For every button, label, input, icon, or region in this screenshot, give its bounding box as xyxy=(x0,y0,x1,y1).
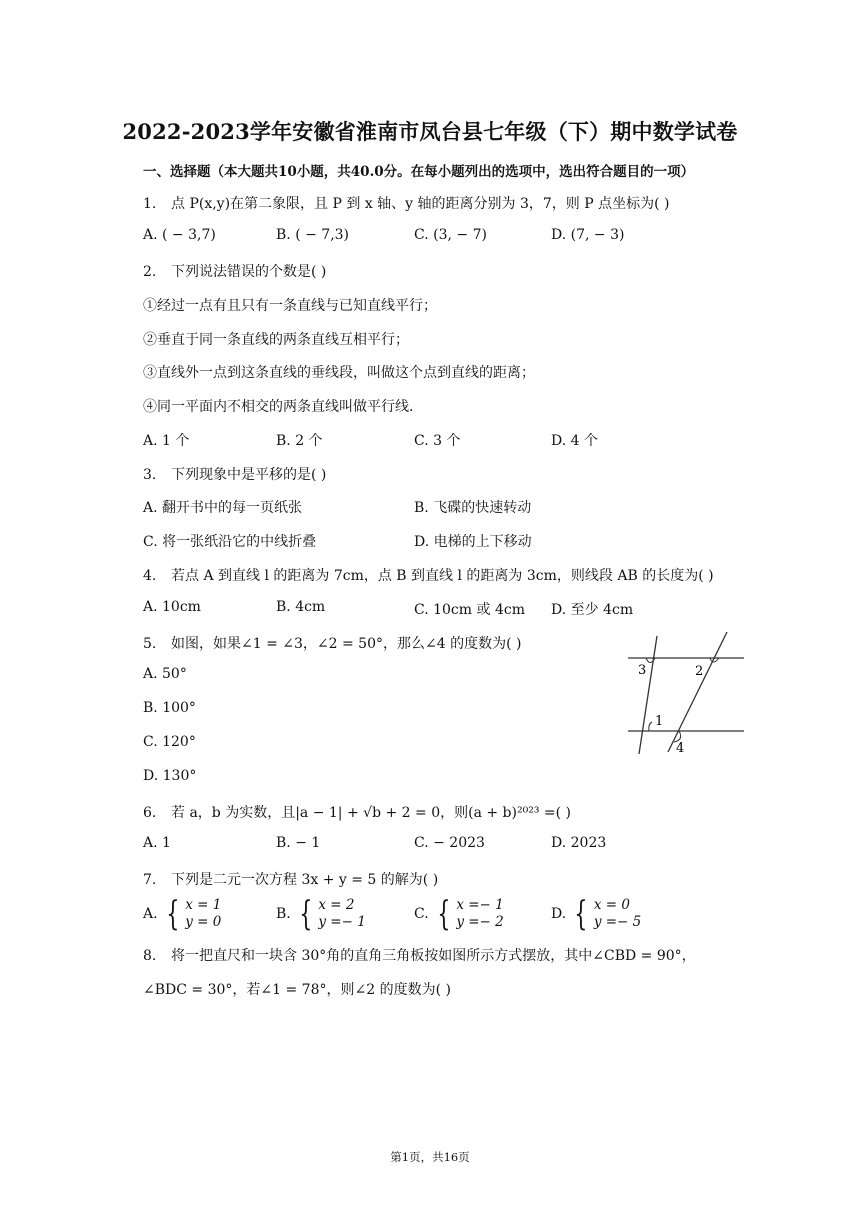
question-text: 下列现象中是平移的是( ) xyxy=(171,467,327,483)
option-d: D. 电梯的上下移动 xyxy=(414,534,532,550)
option-b-system xyxy=(276,894,366,934)
option-label: B. xyxy=(276,906,291,922)
question-5 xyxy=(143,633,521,653)
option-a: A. 10cm xyxy=(143,599,201,615)
option-b: B. ( − 7,3) xyxy=(276,227,350,243)
page-footer: 第1页，共16页 xyxy=(390,1150,470,1164)
statement-4: ④同一平面内不相交的两条直线叫做平行线. xyxy=(143,399,414,415)
angle-label-2: 2 xyxy=(695,664,704,679)
option-label: C. xyxy=(414,906,429,922)
option-b: B. 100° xyxy=(143,700,196,716)
question-2 xyxy=(143,261,326,281)
question-8-continued: ∠BDC = 30°，若∠1 = 78°，则∠2 的度数为( ) xyxy=(143,982,451,998)
equation-row: x =− 1 xyxy=(456,897,504,913)
option-d: D. 至少 4cm xyxy=(551,602,634,618)
question-text: 下列说法错误的个数是( ) xyxy=(171,264,327,280)
option-c-system xyxy=(414,894,504,934)
question-number: 2. xyxy=(143,264,157,280)
statement-3: ③直线外一点到这条直线的垂线段，叫做这个点到直线的距离； xyxy=(143,365,535,381)
left-transversal xyxy=(639,636,657,754)
option-b: B. 4cm xyxy=(276,599,326,615)
brace: { xyxy=(165,894,179,934)
equation-row: y = 0 xyxy=(185,914,222,930)
option-b: B. 2 个 xyxy=(276,433,323,449)
question-text: 下列是二元一次方程 3x + y = 5 的解为( ) xyxy=(171,872,439,888)
question-number: 3. xyxy=(143,467,157,483)
option-d: D. (7, − 3) xyxy=(551,227,625,243)
section-heading: 一、选择题（本大题共10小题，共40.0分。在每小题列出的选项中，选出符合题目的一项） xyxy=(143,164,695,180)
statement-2: ②垂直于同一条直线的两条直线互相平行； xyxy=(143,332,409,348)
brace: { xyxy=(437,894,450,934)
option-label: D. xyxy=(551,906,567,922)
option-c: C. 10cm 或 4cm xyxy=(414,602,525,618)
question-7 xyxy=(143,869,438,889)
option-c: C. − 2023 xyxy=(414,835,485,851)
page-title: 2022-2023学年安徽省淮南市凤台县七年级（下）期中数学试卷 xyxy=(122,119,738,144)
question-number: 1. xyxy=(143,196,157,212)
option-b: B. 飞碟的快速转动 xyxy=(414,500,532,516)
brace: { xyxy=(574,894,588,934)
angle-label-4: 4 xyxy=(676,741,685,756)
question-text: 若 a，b 为实数，且|a − 1| + √b + 2 = 0，则(a + b)²⁰²³ =( ) xyxy=(171,805,571,821)
equation-row: x = 2 xyxy=(318,897,355,913)
option-a: A. 翻开书中的每一页纸张 xyxy=(143,500,303,516)
equation-row: y =− 2 xyxy=(456,914,504,930)
option-a: A. 1 个 xyxy=(143,433,190,449)
question-number: 8. xyxy=(143,948,157,964)
statement-1: ①经过一点有且只有一条直线与已知直线平行； xyxy=(143,298,437,314)
option-a: A. 50° xyxy=(143,666,187,682)
question-number: 7. xyxy=(143,872,157,888)
option-c: C. 120° xyxy=(143,734,196,750)
equation-row: x = 0 xyxy=(593,897,630,913)
question-3 xyxy=(143,464,326,484)
option-d: D. 2023 xyxy=(551,835,607,851)
question-number: 6. xyxy=(143,805,157,821)
question-text: 点 P(x,y)在第二象限，且 P 到 x 轴、y 轴的距离分别为 3，7，则 P 点坐标为( ) xyxy=(171,196,670,212)
question-6 xyxy=(143,802,571,822)
question-text: 将一把直尺和一块含 30°角的直角三角板按如图所示方式摆放，其中∠CBD = 90°， xyxy=(171,948,696,964)
question-1 xyxy=(143,193,669,213)
option-c: C. 3 个 xyxy=(414,433,461,449)
question-text: 如图，如果∠1 = ∠3，∠2 = 50°，那么∠4 的度数为( ) xyxy=(171,636,522,652)
option-d-system xyxy=(551,894,642,934)
right-transversal xyxy=(668,632,727,752)
question-8 xyxy=(143,945,696,965)
question-number: 5. xyxy=(143,636,157,652)
option-label: A. xyxy=(143,906,158,922)
option-a-system xyxy=(143,894,222,934)
option-d: D. 130° xyxy=(143,768,197,784)
option-d: D. 4 个 xyxy=(551,433,598,449)
parallel-lines-figure xyxy=(624,628,750,760)
equation-row: y =− 5 xyxy=(593,914,642,930)
angle-label-3: 3 xyxy=(638,663,647,678)
option-c: C. (3, − 7) xyxy=(414,227,487,243)
equation-row: x = 1 xyxy=(185,897,222,913)
question-4 xyxy=(143,565,714,585)
angle-label-1: 1 xyxy=(655,714,664,729)
brace: { xyxy=(299,894,313,934)
option-a: A. ( − 3,7) xyxy=(143,227,216,243)
question-text: 若点 A 到直线 l 的距离为 7cm，点 B 到直线 l 的距离为 3cm，则线段 AB 的长度为( ) xyxy=(171,568,714,584)
option-b: B. − 1 xyxy=(276,835,321,851)
equation-row: y =− 1 xyxy=(318,914,366,930)
angle-1-arc xyxy=(649,722,652,731)
option-c: C. 将一张纸沿它的中线折叠 xyxy=(143,534,317,550)
question-number: 4. xyxy=(143,568,157,584)
option-a: A. 1 xyxy=(143,835,171,851)
